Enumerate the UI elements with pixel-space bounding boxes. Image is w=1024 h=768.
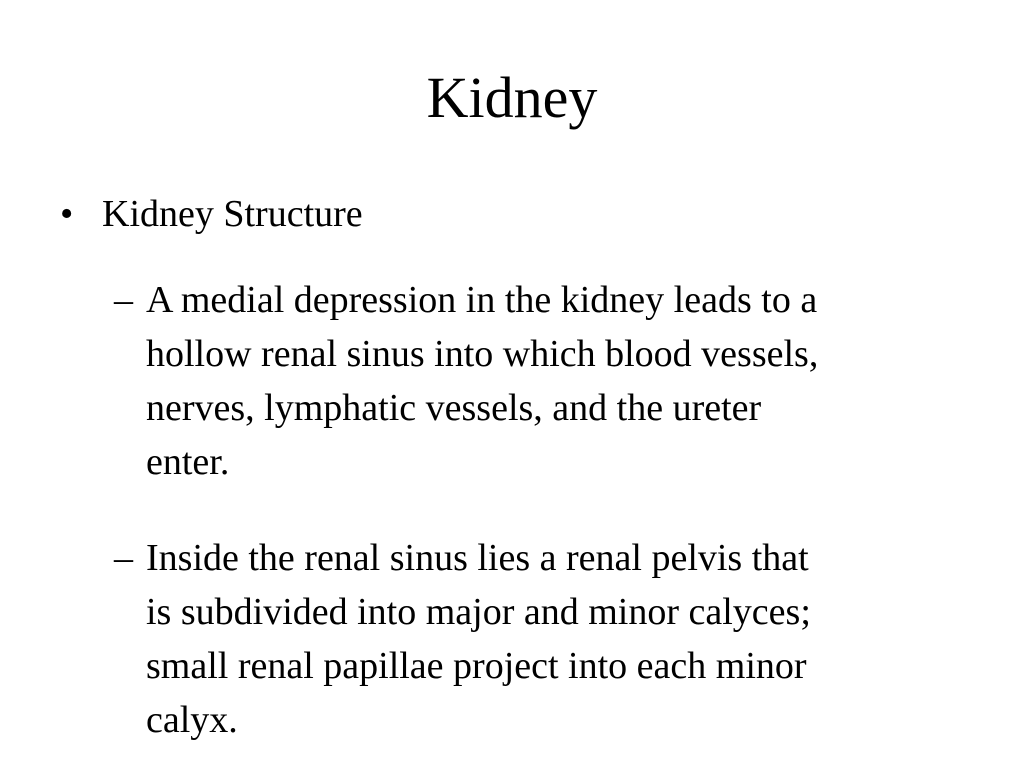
subpoint-line: is subdivided into major and minor calyces; xyxy=(146,591,811,633)
subpoint-line: Inside the renal sinus lies a renal pelvis that xyxy=(146,537,809,579)
subpoint-renal-sinus xyxy=(114,273,974,489)
bullet-text: Kidney Structure xyxy=(102,193,363,235)
subpoint-line: hollow renal sinus into which blood vessels, xyxy=(146,333,819,375)
subpoint-dash: – xyxy=(114,279,133,321)
subpoint-line: nerves, lymphatic vessels, and the ureter xyxy=(146,387,762,429)
bullet-marker: • xyxy=(60,193,74,235)
subpoint-renal-pelvis xyxy=(114,531,974,747)
subpoint-line: A medial depression in the kidney leads to a xyxy=(146,279,818,321)
subpoint-line: small renal papillae project into each minor xyxy=(146,645,807,687)
slide-title: Kidney xyxy=(426,65,598,130)
subpoint-line: enter. xyxy=(146,441,230,483)
subpoint-line: calyx. xyxy=(146,699,238,741)
subpoint-dash: – xyxy=(114,537,133,579)
